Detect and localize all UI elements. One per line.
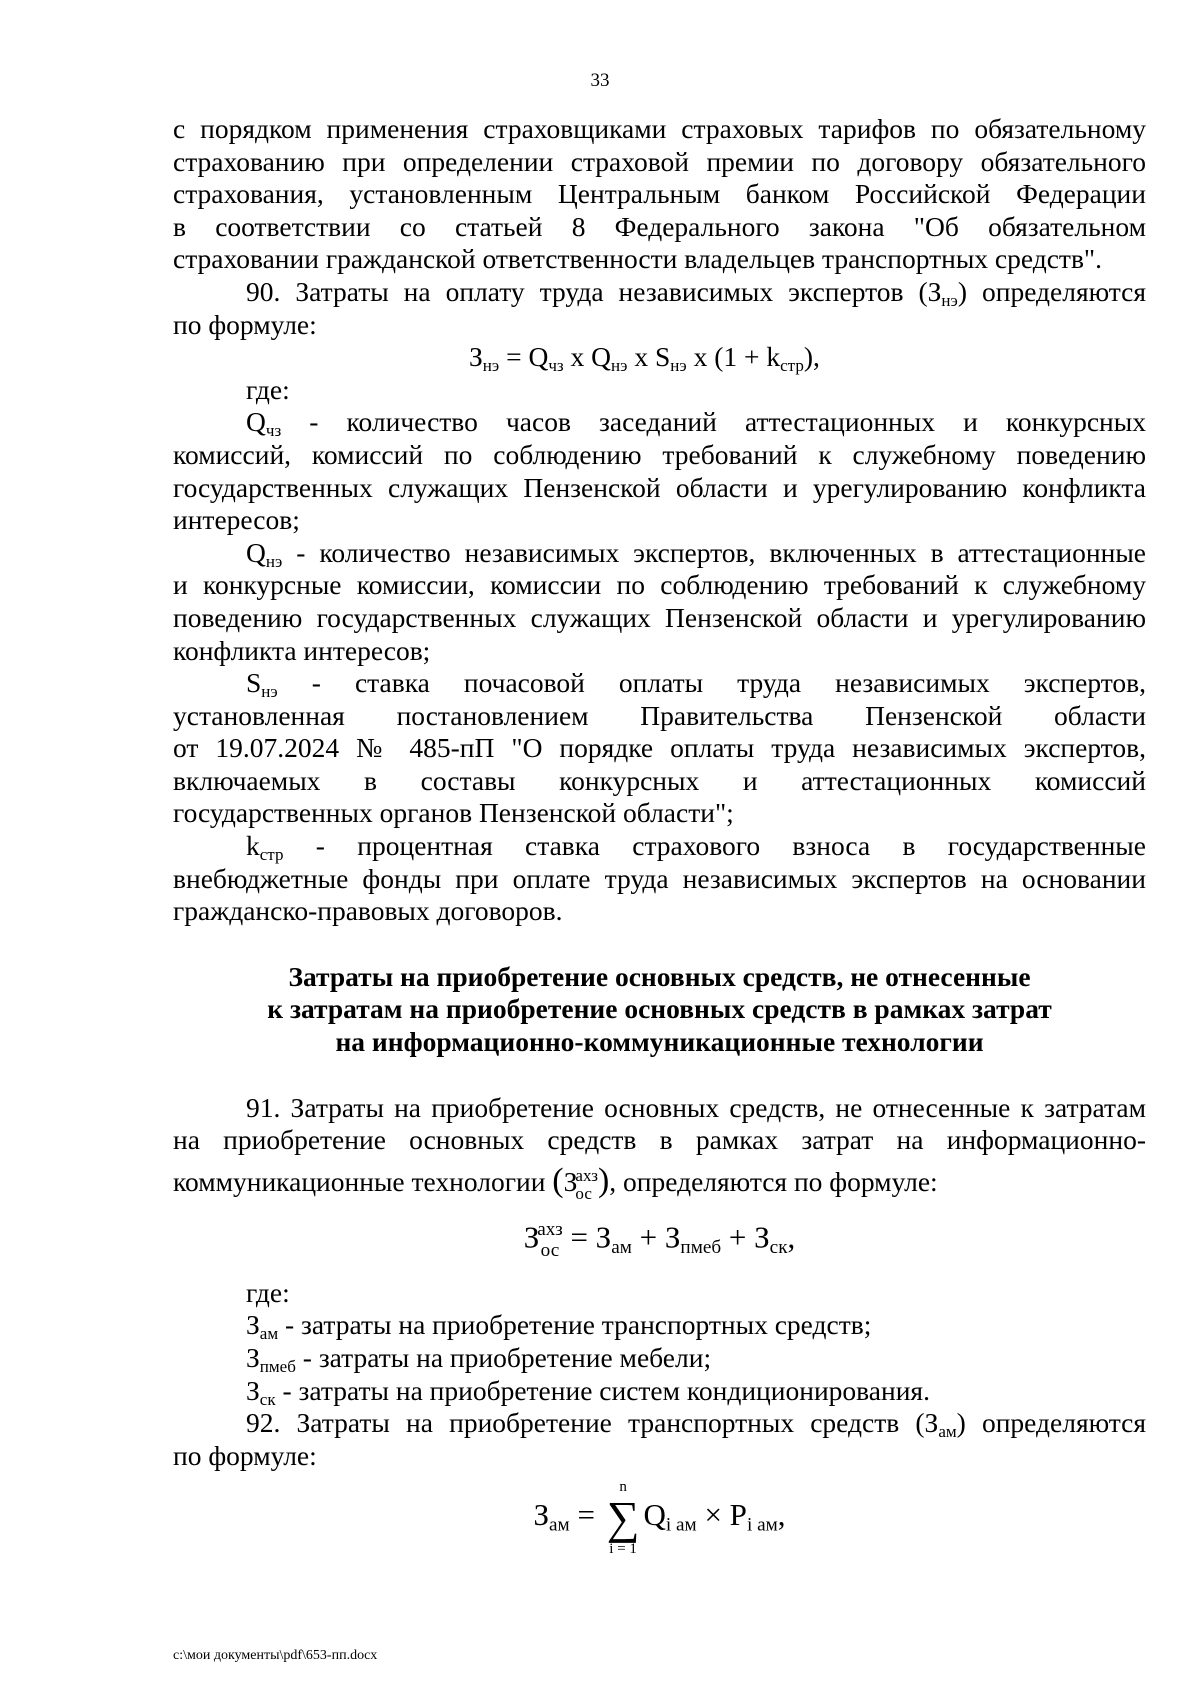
definition-z-am: $З_{ам}$ - затраты на приобретение транспортных средств; xyxy=(246,1309,872,1344)
text-line: $k_{стр}$ - процентная ставка страхового взноса в государственные xyxy=(246,830,1146,865)
text-line: государственных служащих Пензенской области и урегулированию конфликта xyxy=(173,471,1146,503)
heading-line: к затратам на приобретение основных средств в рамках затрат xyxy=(267,993,1052,1025)
paragraph-92 xyxy=(173,1407,1146,1472)
summation-sign: n ∑ i = 1 xyxy=(606,1479,640,1557)
text-line: 90. Затраты на оплату труда независимых экспертов $(З_{нэ})$ определяются xyxy=(246,275,1146,311)
page-content xyxy=(173,113,1146,1558)
text-line: коммуникационные технологии (З ахз ос ), определяются по формуле: xyxy=(173,1161,938,1203)
text-line: $Q_{нэ}$ - количество независимых экспертов, включенных в аттестационные xyxy=(246,536,1146,571)
definition-q-ne xyxy=(173,537,1146,667)
text-line: страхования, установленным Центральным банком Российской Федерации xyxy=(173,178,1146,210)
page-number: 33 xyxy=(590,70,610,91)
where-label: где: xyxy=(246,373,290,405)
text-line: на приобретение основных средств в рамках затрат на информационно- xyxy=(173,1124,1146,1156)
text-line: поведению государственных служащих Пензенской области и урегулированию xyxy=(173,601,1146,633)
definition-z-sk: $З_{ск}$ - затраты на приобретение систем кондиционирования. xyxy=(246,1374,930,1409)
continued-paragraph xyxy=(173,113,1146,276)
definition-s-ne xyxy=(173,667,1146,830)
file-path-footer: c:\мои документы\pdf\653-пп.docx xyxy=(173,1648,378,1663)
text-line: гражданско-правовых договоров. xyxy=(173,895,563,927)
section-heading xyxy=(173,961,1146,1059)
text-line: интересов; xyxy=(173,504,300,536)
text-line: государственных органов Пензенской области"; xyxy=(173,797,734,829)
text-line: $S_{нэ}$ - ставка почасовой оплаты труда независимых экспертов, xyxy=(246,667,1146,702)
text-line: 92. Затраты на приобретение транспортных средств $(З_{ам})$ определяются xyxy=(246,1407,1146,1442)
text-line: установленная постановлением Правительства Пензенской области xyxy=(173,699,1146,731)
formula-zne: $З_{нэ} = Q_{чз}$ x $Q_{нэ}$ x $S_{нэ}$ x $(1 + k_{стр})$, xyxy=(469,341,820,376)
text-line: комиссий, комиссий по соблюдению требований к служебному поведению xyxy=(173,438,1146,470)
heading-line: Затраты на приобретение основных средств, не отнесенные xyxy=(288,960,1031,992)
formula-zos: З ахз ос = $З_{ам} + З_{пмеб} + З_{ск}$, xyxy=(523,1219,796,1261)
text-line: 91. Затраты на приобретение основных средств, не отнесенные к затратам xyxy=(246,1091,1146,1123)
text-line: страхованию при определении страховой премии по договору обязательного xyxy=(173,145,1146,177)
text-line: конфликта интересов; xyxy=(173,634,431,666)
paragraph-90 xyxy=(173,276,1146,341)
where-label: где: xyxy=(246,1276,290,1308)
text-line: $Q_{чз}$ - количество часов заседаний аттестационных и конкурсных xyxy=(246,406,1146,441)
text-line: от 19.07.2024 № 485-пП "О порядке оплаты труда независимых экспертов, xyxy=(173,732,1146,764)
text-line: по формуле: xyxy=(173,1439,317,1471)
text-line: в соответствии со статьей 8 Федерального закона "Об обязательном xyxy=(173,210,1146,242)
definition-q-chz xyxy=(173,406,1146,536)
heading-line: на информационно-коммуникационные технологии xyxy=(335,1026,984,1058)
definition-z-pmeb: $З_{пмеб}$ - затраты на приобретение мебели; xyxy=(246,1341,712,1377)
text-line: по формуле: xyxy=(173,308,317,340)
formula-zam: $З_{ам}$ = n ∑ i = 1 $Q_{i ам} \times P_{i ам}$, xyxy=(533,1479,786,1557)
text-line: страховании гражданской ответственности владельцев транспортных средств". xyxy=(173,243,1103,275)
text-line: и конкурсные комиссии, комиссии по соблюдению требований к служебному xyxy=(173,569,1146,601)
definition-k-str xyxy=(173,830,1146,928)
text-line: с порядком применения страховщиками страховых тарифов по обязательному xyxy=(173,113,1146,144)
text-line: включаемых в составы конкурсных и аттестационных комиссий xyxy=(173,764,1146,796)
text-line: внебюджетные фонды при оплате труда независимых экспертов на основании xyxy=(173,862,1146,894)
paragraph-91 xyxy=(173,1092,1146,1203)
